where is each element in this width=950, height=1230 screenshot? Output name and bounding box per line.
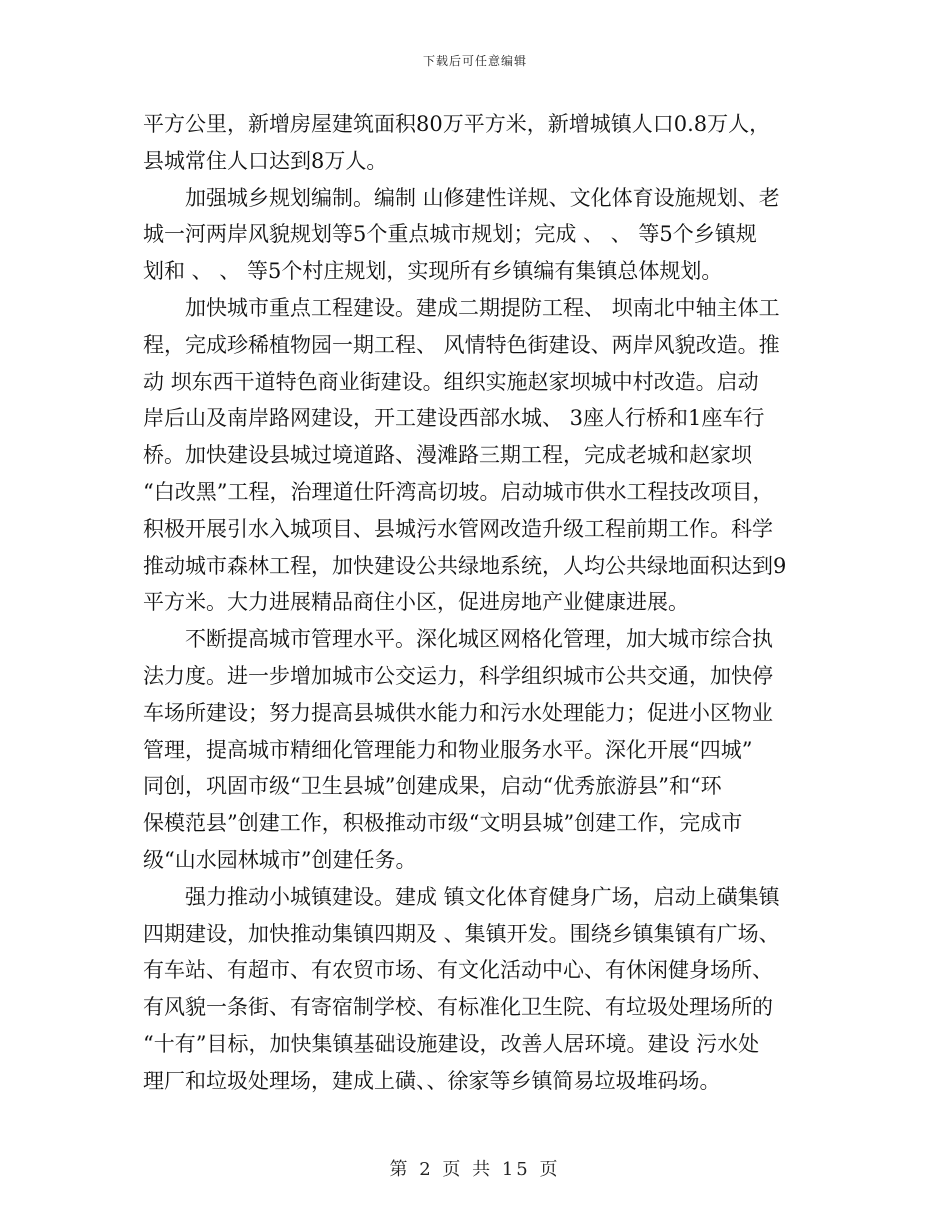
text-line: 划和 、 、 等5个村庄规划，实现所有乡镇编有集镇总体规划。	[143, 259, 723, 284]
page-number: 第 2 页 共 15 页	[389, 1159, 561, 1180]
text-line: 有风貌一条街、有寄宿制学校、有标准化卫生院、有垃圾处理场所的	[143, 995, 773, 1020]
paragraph	[143, 106, 808, 180]
text-line: 保模范县”创建工作，积极推动市级“文明县城”创建工作，完成市	[143, 811, 743, 836]
text-line: 强力推动小城镇建设。建成 镇文化体育健身广场，启动上磺集镇	[143, 884, 780, 909]
paragraph	[143, 290, 808, 621]
text-line: 加快城市重点工程建设。建成二期提防工程、 坝南北中轴主体工	[143, 295, 780, 320]
text-line: 管理，提高城市精细化管理能力和物业服务水平。深化开展“四城”	[143, 737, 753, 762]
text-line: 积极开展引水入城项目、县城污水管网改造升级工程前期工作。科学	[143, 516, 773, 541]
text-line: 法力度。进一步增加城市公交运力，科学组织城市公共交通，加快停	[143, 663, 773, 688]
text-line: 城一河两岸风貌规划等5个重点城市规划；完成 、 、 等5个乡镇规	[143, 222, 757, 247]
text-line: 四期建设，加快推动集镇四期及 、集镇开发。围绕乡镇集镇有广场、	[143, 921, 780, 946]
text-line: 不断提高城市管理水平。深化城区网格化管理，加大城市综合执	[143, 627, 773, 652]
text-line: 桥。加快建设县城过境道路、漫滩路三期工程，完成老城和赵家坝	[143, 443, 752, 468]
text-line: 级“山水园林城市”创建任务。	[143, 847, 417, 872]
text-line: “十有”目标，加快集镇基础设施建设，改善人居环境。建设 污水处	[143, 1031, 760, 1056]
text-line: 车场所建设；努力提高县城供水能力和污水处理能力；促进小区物业	[143, 700, 773, 725]
text-line: 加强城乡规划编制。编制 山修建性详规、文化体育设施规划、老	[143, 185, 780, 210]
paragraph	[143, 621, 808, 879]
text-line: “白改黑”工程，治理道仕阡湾高切坡。启动城市供水工程技改项目，	[143, 479, 774, 504]
text-line: 平方公里，新增房屋建筑面积80万平方米，新增城镇人口0.8万人，	[143, 112, 771, 136]
text-line: 岸后山及南岸路网建设，开工建设西部水城、 3座人行桥和1座车行	[143, 406, 765, 431]
text-line: 有车站、有超市、有农贸市场、有文化活动中心、有休闲健身场所、	[143, 958, 773, 983]
text-line: 同创，巩固市级“卫生县城”创建成果，启动“优秀旅游县”和“环	[143, 774, 722, 799]
paragraph	[143, 879, 808, 1100]
document-body	[143, 106, 808, 1100]
paragraph	[143, 180, 808, 290]
text-line: 县城常住人口达到8万人。	[143, 148, 388, 173]
text-line: 平方米。大力进展精品商住小区，促进房地产业健康进展。	[143, 590, 689, 615]
text-line: 动 坝东西干道特色商业街建设。组织实施赵家坝城中村改造。启动	[143, 369, 759, 394]
text-line: 程，完成珍稀植物园一期工程、 风情特色街建设、两岸风貌改造。推	[143, 332, 780, 357]
text-line: 理厂和垃圾处理场，建成上磺、、徐家等乡镇简易垃圾堆码场。	[143, 1068, 721, 1093]
text-line: 推动城市森林工程，加快建设公共绿地系统，人均公共绿地面积达到9	[143, 553, 787, 578]
page-header: 下载后可任意编辑	[422, 54, 527, 68]
